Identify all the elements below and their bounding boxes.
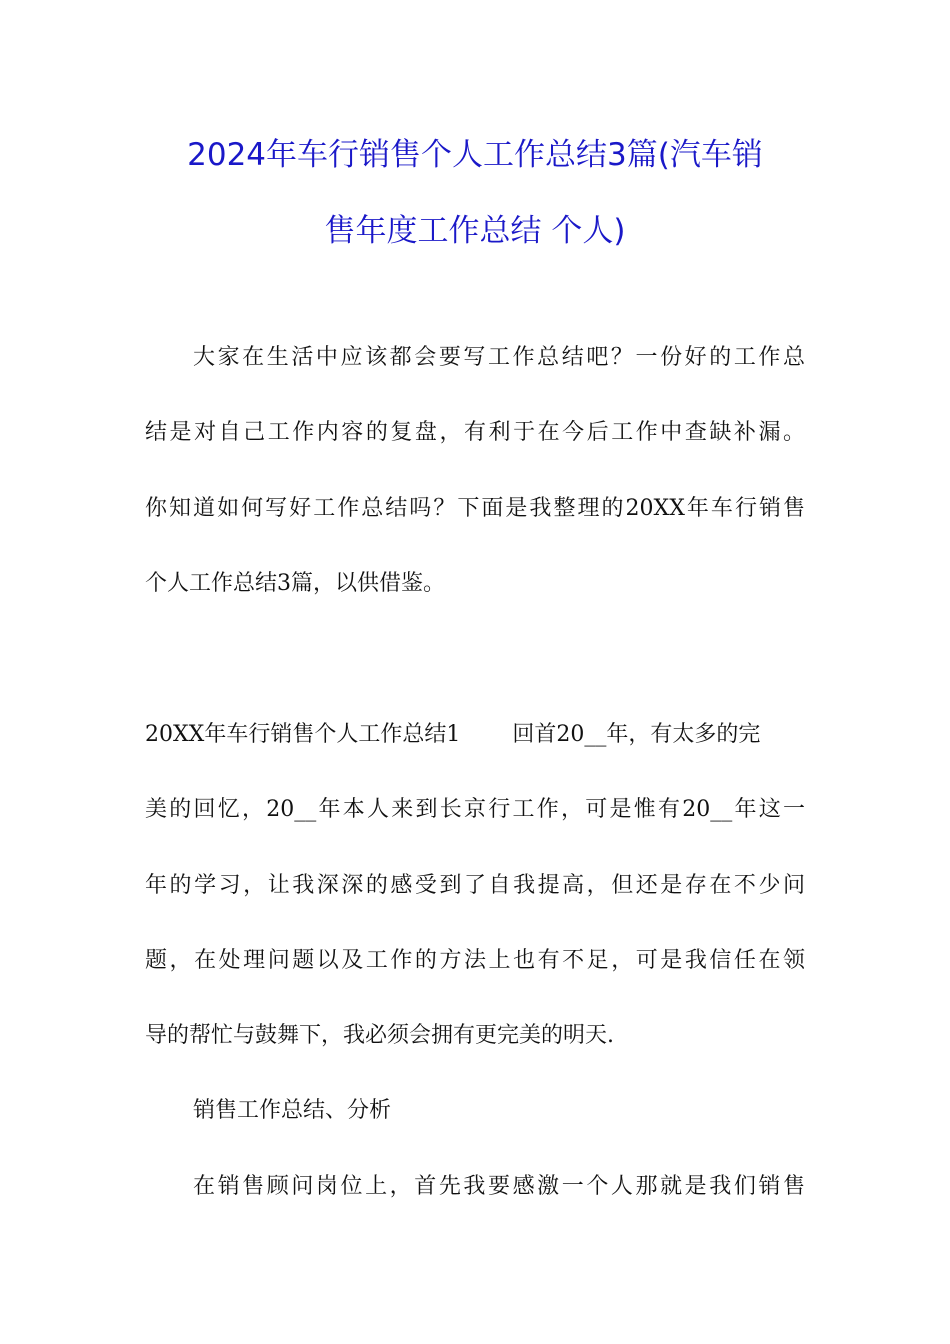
section-1-line-5: 导的帮忙与鼓舞下，我必须会拥有更完美的明天. (145, 1023, 614, 1048)
document-title-line-1: 2024年车行销售个人工作总结3篇(汽车销 (187, 137, 763, 173)
intro-paragraph-line-2: 结是对自己工作内容的复盘，有利于在今后工作中查缺补漏。 (145, 420, 805, 445)
intro-paragraph-line-3: 你知道如何写好工作总结吗？下面是我整理的20XX年车行销售 (145, 496, 805, 521)
section-1-first-line (145, 715, 805, 755)
subheading-sales-summary: 销售工作总结、分析 (193, 1098, 392, 1123)
section-1-line-2: 美的回忆，20__年本人来到长京行工作，可是惟有20__年这一 (145, 797, 805, 822)
paragraph-last-line: 在销售顾问岗位上，首先我要感激一个人那就是我们销售 (193, 1174, 805, 1199)
intro-paragraph-line-1: 大家在生活中应该都会要写工作总结吧？一份好的工作总 (193, 345, 805, 370)
section-1-line-3: 年的学习，让我深深的感受到了自我提高，但还是存在不少问 (145, 873, 805, 898)
document-title-line-2: 售年度工作总结 个人) (324, 213, 626, 249)
section-1-line-4: 题，在处理问题以及工作的方法上也有不足，可是我信任在领 (145, 948, 805, 973)
intro-paragraph-line-4: 个人工作总结3篇，以供借鉴。 (145, 571, 445, 596)
section-1-first-line-text: 回首20__年，有太多的完 (512, 722, 761, 747)
section-1-heading: 20XX年车行销售个人工作总结1 (145, 722, 461, 747)
